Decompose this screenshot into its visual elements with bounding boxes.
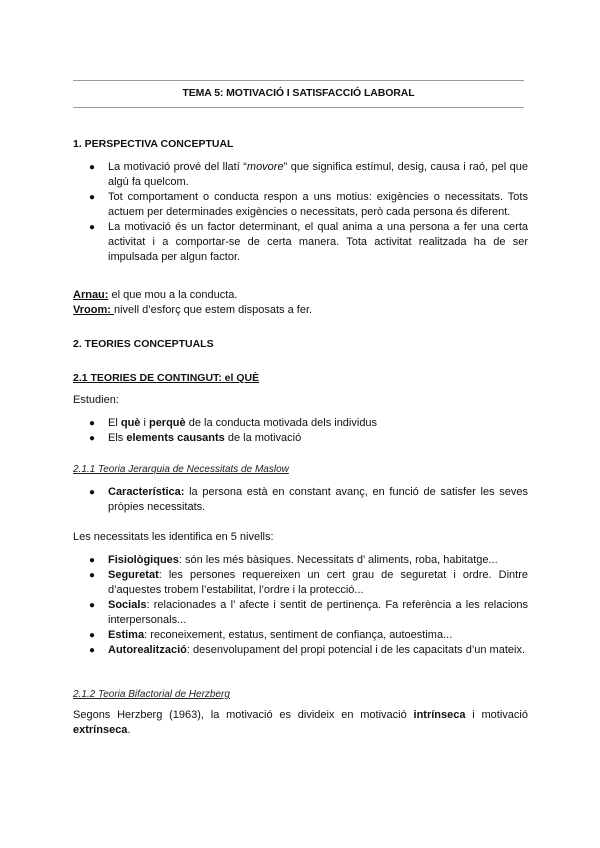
- section-2-heading: 2. TEORIES CONCEPTUALS: [73, 338, 214, 350]
- maslow-characteristic-list: [73, 485, 528, 515]
- bullet-icon: ●: [89, 487, 96, 498]
- list-item: ● Fisiològiques: són les més bàsiques. Necessitats d’ aliments, roba, habitatge...: [89, 554, 498, 566]
- list-item: ● La motivació prové del llatí “movore” que significa estímul, desig, causa i raó, pel que algú fa quelcom.: [89, 161, 528, 188]
- herzberg-heading: 2.1.2 Teoria Bifactorial de Herzberg: [73, 689, 230, 700]
- section-2-1-heading: 2.1 TEORIES DE CONTINGUT: el QUÈ: [73, 372, 260, 384]
- top-rule: [73, 80, 524, 81]
- bullet-icon: ●: [89, 630, 96, 641]
- section-1-list: [73, 160, 528, 265]
- list-item: ● Els elements causants de la motivació: [89, 432, 302, 444]
- list-item: ● Estima: reconeixement, estatus, sentiment de confiança, autoestima...: [89, 629, 453, 641]
- title-rule: [73, 107, 524, 108]
- bullet-icon: ●: [89, 192, 96, 203]
- list-item: ● El què i perquè de la conducta motivada dels individus: [89, 417, 378, 429]
- bullet-icon: ●: [89, 433, 96, 444]
- bullet-icon: ●: [89, 555, 96, 566]
- definition-arnau: Arnau: el que mou a la conducta.: [73, 289, 238, 301]
- list-item: ● Característica: la persona està en constant avanç, en funció de satisfer les seves pròpies necessitats.: [89, 486, 528, 513]
- maslow-heading: 2.1.1 Teoria Jerarquia de Necessitats de Maslow: [73, 464, 289, 475]
- herzberg-paragraph: Segons Herzberg (1963), la motivació es divideix en motivació intrínseca i motivació extrínseca.: [73, 709, 528, 736]
- section-2-1-list: [73, 416, 528, 446]
- section-1-heading: 1. PERSPECTIVA CONCEPTUAL: [73, 138, 234, 150]
- bullet-icon: ●: [89, 222, 96, 233]
- list-item: ● Seguretat: les persones requereixen un cert grau de seguretat i ordre. Dintre d’aquestes trobem l’estabilitat, l’ordre i la protecció...: [89, 569, 528, 596]
- list-item: ● Tot comportament o conducta respon a uns motius: exigències o necessitats. Tots actuem per determinades exigències o necessitats, però cada persona és diferent.: [89, 191, 528, 218]
- list-item: ● Socials: relacionades a l’ afecte i sentit de pertinença. Fa referència a les relacions interpersonals...: [89, 599, 528, 626]
- document-title: TEMA 5: MOTIVACIÓ I SATISFACCIÓ LABORAL: [182, 87, 415, 99]
- maslow-levels-intro: Les necessitats les identifica en 5 nivells:: [73, 531, 274, 543]
- bullet-icon: ●: [89, 600, 96, 611]
- maslow-levels-list: [73, 553, 528, 658]
- bullet-icon: ●: [89, 418, 96, 429]
- bullet-icon: ●: [89, 645, 96, 656]
- bullet-icon: ●: [89, 162, 96, 173]
- bullet-icon: ●: [89, 570, 96, 581]
- list-item: ● Autorealització: desenvolupament del propi potencial i de les capacitats d’un mateix.: [89, 644, 526, 656]
- definition-vroom: Vroom: nivell d’esforç que estem disposats a fer.: [73, 304, 313, 316]
- section-2-1-intro: Estudien:: [73, 394, 119, 406]
- list-item: ● La motivació és un factor determinant, el qual anima a una persona a fer una certa activitat i a comportar-se de certa manera. Tota activitat realitzada ha de ser impulsada per algun factor.: [89, 221, 528, 263]
